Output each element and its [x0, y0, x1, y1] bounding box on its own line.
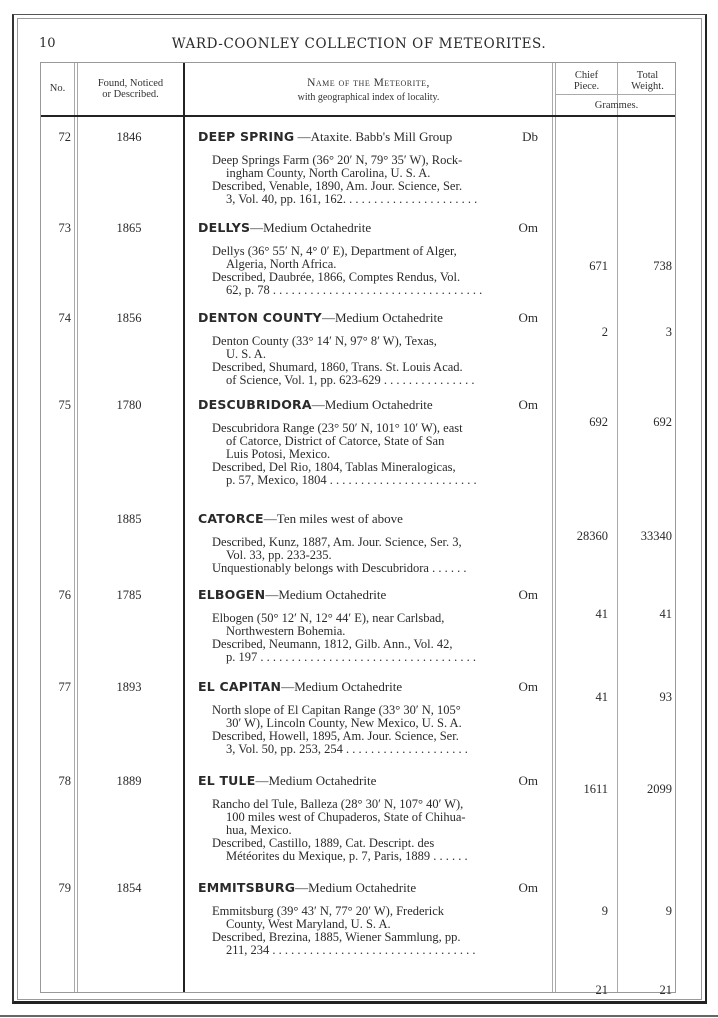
chief-piece-grammes: 41 — [595, 607, 608, 621]
description-line: Deep Springs Farm (36° 20′ N, 79° 35′ W), Rock- — [212, 154, 463, 167]
description-line: Emmitsburg (39° 43′ N, 77° 20′ W), Frederick — [212, 905, 444, 918]
entry-description — [212, 245, 535, 297]
entry-description — [212, 905, 535, 957]
header-chief-line1: Chief — [574, 70, 599, 81]
description-line: Denton County (33° 14′ N, 97° 8′ W), Texas, — [212, 335, 437, 348]
grammes-rule — [556, 94, 675, 95]
header-name-line2: with geographical index of locality. — [297, 92, 440, 103]
description-line: Descubridora Range (23° 50′ N, 101° 10′ W), east — [212, 422, 463, 435]
description-line: Described, Brezina, 1885, Wiener Sammlung, pp. — [212, 931, 461, 944]
description-line: North slope of El Capitan Range (33° 30′ N, 105° — [212, 704, 461, 717]
description-line: p. 197 . . . . . . . . . . . . . . . . . . . . . . . . . . . . . . . . . . . — [226, 651, 476, 664]
meteorite-name: DELLYS — [198, 220, 251, 235]
meteorite-class-code: Om — [518, 587, 538, 602]
entry-number: 73 — [58, 221, 71, 235]
chief-piece-grammes: 21 — [595, 983, 608, 997]
entry-heading — [198, 311, 538, 324]
entry-description — [212, 154, 535, 206]
header-grammes: Grammes. — [594, 100, 639, 111]
chief-piece-grammes: 2 — [601, 325, 608, 339]
description-line: Described, Howell, 1895, Am. Jour. Science, Ser. — [212, 730, 459, 743]
meteorite-type: —Ten miles west of above — [263, 511, 403, 526]
entry-description — [212, 422, 535, 487]
entry-number: 75 — [58, 398, 71, 412]
description-line: Described, Shumard, 1860, Trans. St. Louis Acad. — [212, 361, 463, 374]
meteorite-name: EL CAPITAN — [198, 679, 282, 694]
header-found-line1: Found, Noticed — [97, 78, 164, 89]
entry-description — [212, 536, 535, 575]
description-line: Northwestern Bohemia. — [226, 625, 346, 638]
entry-heading — [198, 881, 538, 894]
meteorite-type: —Medium Octahedrite — [311, 397, 433, 412]
entry-heading — [198, 680, 538, 693]
header-total-line2: Weight. — [631, 81, 664, 92]
entry-year: 1865 — [116, 221, 142, 235]
total-weight-grammes: 692 — [653, 415, 672, 429]
description-line: U. S. A. — [226, 348, 266, 361]
meteorite-class-code: Om — [518, 773, 538, 788]
meteorite-type: —Medium Octahedrite — [255, 773, 377, 788]
header-name-line1: Name of the Meteorite, — [307, 77, 430, 89]
total-weight-grammes: 93 — [659, 690, 672, 704]
header-total — [618, 70, 677, 92]
description-line: Elbogen (50° 12′ N, 12° 44′ E), near Carlsbad, — [212, 612, 445, 625]
description-line: Described, Venable, 1890, Am. Jour. Science, Ser. — [212, 180, 463, 193]
entry-number: 78 — [58, 774, 71, 788]
meteorite-class-code: Om — [518, 397, 538, 412]
description-line: ingham County, North Carolina, U. S. A. — [226, 167, 431, 180]
header-found — [78, 78, 183, 100]
entry-description — [212, 335, 535, 387]
description-line: County, West Maryland, U. S. A. — [226, 918, 391, 931]
description-line: Described, Del Rio, 1804, Tablas Mineralogicas, — [212, 461, 456, 474]
description-line: Dellys (36° 55′ N, 4° 0′ E), Department of Alger, — [212, 245, 457, 258]
column-rule — [555, 63, 556, 992]
entry-year: 1785 — [116, 588, 142, 602]
total-weight-grammes: 738 — [653, 259, 672, 273]
chief-piece-grammes: 28360 — [576, 529, 608, 543]
entry-year: 1889 — [116, 774, 142, 788]
page-number: 10 — [39, 36, 56, 51]
meteorite-name: EMMITSBURG — [198, 880, 296, 895]
header-chief-line2: Piece. — [573, 81, 600, 92]
meteorite-type: —Ataxite. Babb's Mill Group — [294, 129, 453, 144]
chief-piece-grammes: 1611 — [583, 782, 608, 796]
description-line: 3, Vol. 50, pp. 253, 254 . . . . . . . . . . . . . . . . . . . . — [226, 743, 468, 756]
entry-description — [212, 704, 535, 756]
description-line: Unquestionably belongs with Descubridora . . . . . . — [212, 562, 467, 575]
header-bottom-rule — [41, 115, 675, 117]
column-rule — [77, 63, 78, 992]
description-line: 62, p. 78 . . . . . . . . . . . . . . . . . . . . . . . . . . . . . . . . . . — [226, 284, 483, 297]
entry-year: 1780 — [116, 398, 142, 412]
description-line: of Science, Vol. 1, pp. 623-629 . . . . . . . . . . . . . . . — [226, 374, 475, 387]
description-line: hua, Mexico. — [226, 824, 292, 837]
total-weight-grammes: 2099 — [647, 782, 672, 796]
entry-year: 1885 — [116, 512, 142, 526]
total-weight-grammes: 9 — [665, 904, 672, 918]
entry-heading — [198, 512, 538, 525]
header-total-line1: Total — [636, 70, 659, 81]
description-line: p. 57, Mexico, 1804 . . . . . . . . . . . . . . . . . . . . . . . . — [226, 474, 477, 487]
entry-year: 1893 — [116, 680, 142, 694]
entry-heading — [198, 398, 538, 411]
header-chief — [556, 70, 617, 92]
meteorite-type: —Medium Octahedrite — [250, 220, 372, 235]
description-line: Described, Neumann, 1812, Gilb. Ann., Vol. 42, — [212, 638, 453, 651]
description-line: Météorites du Mexique, p. 7, Paris, 1889 . . . . . . — [226, 850, 468, 863]
entry-year: 1846 — [116, 130, 142, 144]
total-weight-grammes: 3 — [665, 325, 672, 339]
entry-number: 76 — [58, 588, 71, 602]
description-line: 30′ W), Lincoln County, New Mexico, U. S. A. — [226, 717, 462, 730]
entry-heading — [198, 130, 538, 143]
meteorite-class-code: Om — [518, 880, 538, 895]
description-line: 211, 234 . . . . . . . . . . . . . . . . . . . . . . . . . . . . . . . . . — [226, 944, 476, 957]
meteorite-type: —Medium Octahedrite — [281, 679, 403, 694]
meteorite-name: DEEP SPRING — [198, 129, 295, 144]
column-rule — [74, 63, 75, 992]
description-line: Algeria, North Africa. — [226, 258, 337, 271]
total-weight-grammes: 33340 — [640, 529, 672, 543]
entry-number: 74 — [58, 311, 71, 325]
meteorite-name: CATORCE — [198, 511, 264, 526]
total-weight-grammes: 21 — [659, 983, 672, 997]
description-line: 3, Vol. 40, pp. 161, 162. . . . . . . . . . . . . . . . . . . . . . — [226, 193, 478, 206]
description-line: Described, Castillo, 1889, Cat. Descript. des — [212, 837, 435, 850]
chief-piece-grammes: 41 — [595, 690, 608, 704]
meteorite-name: EL TULE — [198, 773, 256, 788]
description-line: Luis Potosi, Mexico. — [226, 448, 331, 461]
entry-description — [212, 798, 535, 863]
running-title: WARD-COONLEY COLLECTION OF METEORITES. — [171, 36, 547, 52]
entry-heading — [198, 221, 538, 234]
meteorite-name: DENTON COUNTY — [198, 310, 322, 325]
header-name — [185, 78, 552, 103]
description-line: of Catorce, District of Catorce, State of San — [226, 435, 445, 448]
column-rule — [617, 63, 618, 992]
description-line: 100 miles west of Chupaderos, State of Chihua- — [226, 811, 466, 824]
entry-heading — [198, 588, 538, 601]
meteorite-table — [40, 62, 676, 997]
description-line: Rancho del Tule, Balleza (28° 30′ N, 107° 40′ W), — [212, 798, 464, 811]
entry-number: 77 — [58, 680, 71, 694]
entry-number: 79 — [58, 881, 71, 895]
meteorite-name: DESCUBRIDORA — [198, 397, 312, 412]
entry-description — [212, 612, 535, 664]
description-line: Vol. 33, pp. 233-235. — [226, 549, 332, 562]
meteorite-type: —Medium Octahedrite — [295, 880, 417, 895]
scan-bottom-rule — [0, 1015, 718, 1017]
meteorite-class-code: Om — [518, 220, 538, 235]
meteorite-name: ELBOGEN — [198, 587, 266, 602]
header-no: No. — [49, 83, 66, 94]
chief-piece-grammes: 692 — [589, 415, 608, 429]
column-rule — [552, 63, 553, 992]
entry-heading — [198, 774, 538, 787]
entry-year: 1854 — [116, 881, 142, 895]
meteorite-type: —Medium Octahedrite — [265, 587, 387, 602]
meteorite-type: —Medium Octahedrite — [321, 310, 443, 325]
meteorite-class-code: Db — [522, 129, 538, 144]
description-line: Described, Kunz, 1887, Am. Jour. Science, Ser. 3, — [212, 536, 462, 549]
meteorite-class-code: Om — [518, 679, 538, 694]
header-found-line2: or Described. — [102, 89, 159, 100]
chief-piece-grammes: 9 — [601, 904, 608, 918]
meteorite-class-code: Om — [518, 310, 538, 325]
entry-number: 72 — [58, 130, 71, 144]
total-weight-grammes: 41 — [659, 607, 672, 621]
column-rule-bold — [183, 63, 185, 992]
description-line: Described, Daubrée, 1866, Comptes Rendus, Vol. — [212, 271, 461, 284]
chief-piece-grammes: 671 — [589, 259, 608, 273]
entry-year: 1856 — [116, 311, 142, 325]
